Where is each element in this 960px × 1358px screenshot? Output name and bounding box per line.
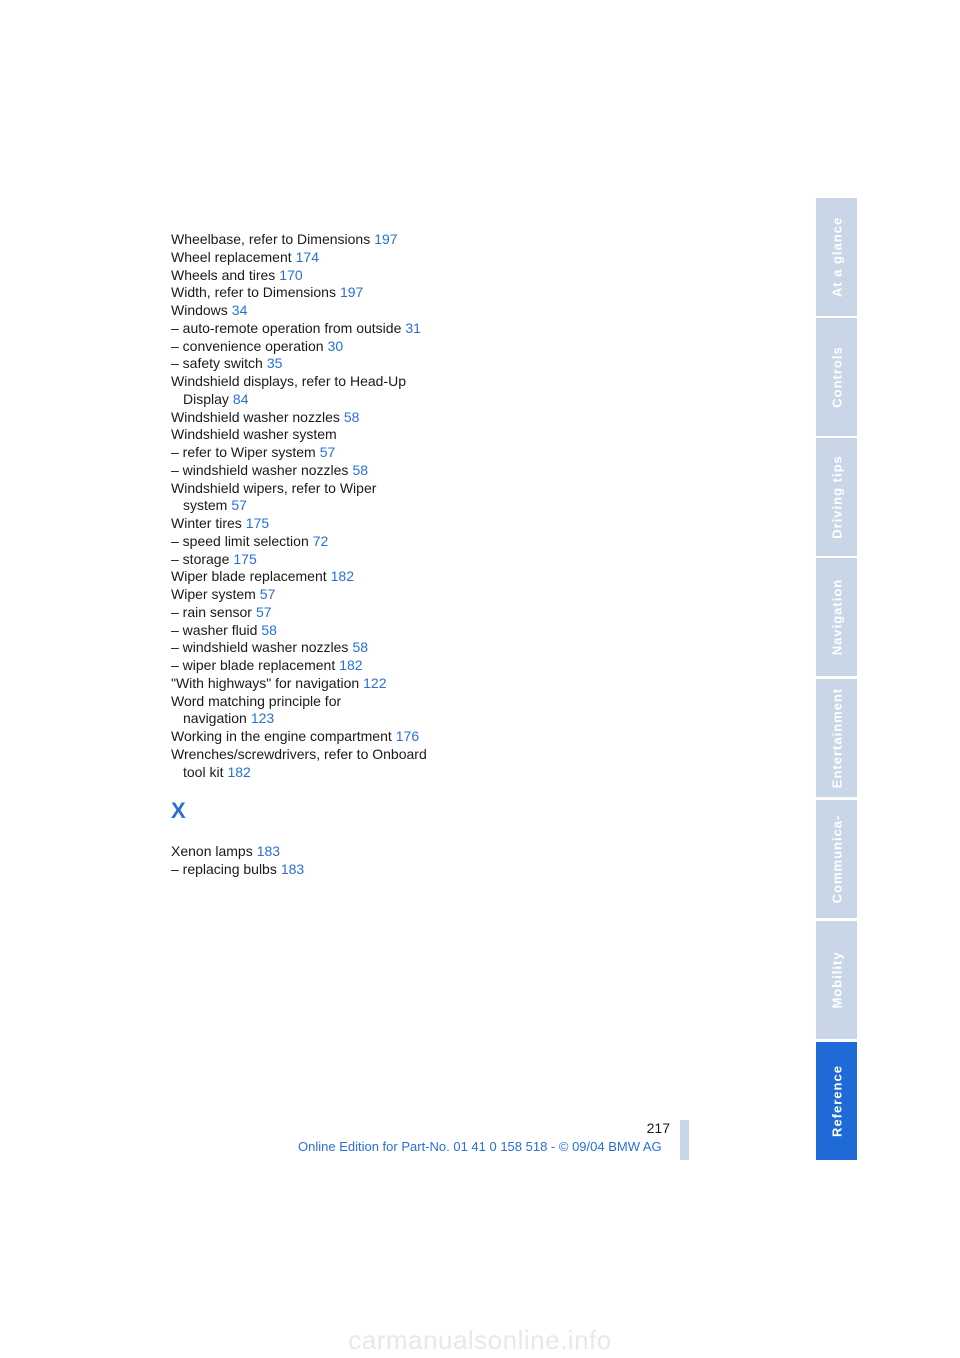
chapter-tabs [816, 198, 857, 1160]
index-entry [171, 231, 431, 249]
index-entry-text: Windshield washer nozzles [171, 408, 340, 425]
index-entry [171, 302, 431, 320]
index-entry [171, 320, 431, 338]
page-ref-link[interactable]: 57 [255, 603, 272, 620]
index-entry [171, 338, 431, 356]
index-entry-text: – washer fluid [171, 621, 258, 638]
index-entry-text: – replacing bulbs [171, 861, 277, 877]
tab-communication[interactable] [816, 800, 857, 918]
footer-text: Online Edition for Part-No. 01 41 0 158 518 - © 09/04 BMW AG [298, 1139, 662, 1154]
index-entry-text: – speed limit selection [171, 532, 309, 549]
index-entry [171, 444, 431, 462]
tab-reference[interactable] [816, 1042, 857, 1160]
index-entry [171, 426, 431, 444]
index-entry-text: Wheelbase, refer to Dimensions [171, 231, 371, 247]
index-column [171, 231, 431, 879]
index-entry-text: "With highways" for navigation [171, 674, 360, 691]
tab-controls[interactable] [816, 318, 857, 436]
page-ref-link[interactable]: 182 [330, 568, 354, 585]
page-ref-link[interactable]: 197 [374, 231, 398, 247]
tab-label: Driving tips [829, 455, 844, 539]
index-entry-text: – wiper blade replacement [171, 657, 336, 673]
page-ref-link[interactable]: 58 [352, 461, 369, 478]
page-ref-link[interactable]: 122 [363, 674, 387, 691]
index-entry [171, 249, 431, 267]
page-ref-link[interactable]: 35 [266, 355, 283, 372]
tab-entertainment[interactable] [816, 679, 857, 797]
index-entry [171, 675, 431, 693]
page-ref-link[interactable]: 84 [232, 390, 249, 407]
page-ref-link[interactable]: 176 [395, 728, 420, 744]
index-entry [171, 728, 431, 746]
tab-label: Communica- [829, 814, 844, 904]
index-entry-text: – convenience operation [171, 337, 324, 354]
page-number: 217 [646, 1120, 670, 1136]
index-entry-text: Wheels and tires [171, 266, 276, 283]
index-entry-text: Working in the engine compartment [171, 728, 392, 744]
index-entry [171, 515, 431, 533]
page-ref-link[interactable]: 175 [245, 515, 270, 531]
index-entry [171, 586, 431, 604]
index-entry-text: Wrenches/screwdrivers, refer to Onboard tool kit [171, 745, 427, 780]
index-entry [171, 480, 431, 516]
index-entry-text: – storage [171, 550, 230, 567]
tab-driving-tips[interactable] [816, 438, 857, 556]
tab-navigation[interactable] [816, 558, 857, 676]
index-entry [171, 861, 431, 879]
index-entry-text: Winter tires [171, 515, 242, 531]
index-entry-text: – rain sensor [171, 603, 252, 620]
page-ref-link[interactable]: 58 [343, 408, 360, 425]
page-ref-link[interactable]: 58 [352, 639, 369, 656]
index-entry-text: – refer to Wiper system [171, 444, 316, 460]
index-entry [171, 462, 431, 480]
page-ref-link[interactable]: 57 [259, 586, 276, 602]
section-letter-heading: X [171, 798, 186, 824]
index-entry-text: Windshield wipers, refer to Wiper system [171, 479, 377, 514]
page-ref-link[interactable]: 182 [339, 657, 363, 673]
page-ref-link[interactable]: 30 [327, 337, 344, 354]
index-entry-text: Windshield washer system [171, 426, 337, 443]
index-entry [171, 657, 431, 675]
index-entry-text: Xenon lamps [171, 843, 253, 860]
page-ref-link[interactable]: 34 [231, 302, 248, 318]
page-ref-link[interactable]: 57 [231, 497, 247, 514]
index-entry-text: Width, refer to Dimensions [171, 284, 336, 301]
index-entry [171, 284, 431, 302]
page-ref-link[interactable]: 123 [250, 710, 275, 727]
page-ref-link[interactable]: 174 [295, 248, 319, 265]
index-entry [171, 533, 431, 551]
tab-label: Reference [829, 1065, 844, 1137]
page-ref-link[interactable]: 72 [312, 532, 329, 549]
index-entry [171, 409, 431, 427]
index-entry-text: Word matching principle for navigation [171, 692, 342, 727]
page-ref-link[interactable]: 57 [319, 444, 336, 460]
index-entry-text: Wiper system [171, 586, 256, 602]
index-entry [171, 373, 431, 409]
index-entry-text: – auto-remote operation from outside [171, 319, 402, 336]
index-entry [171, 746, 431, 782]
page-ref-link[interactable]: 182 [227, 763, 251, 780]
index-entry-text: Windshield displays, refer to Head-Up Display [171, 373, 406, 407]
page-ref-link[interactable]: 31 [405, 319, 421, 336]
tab-label: At a glance [829, 216, 844, 298]
tab-label: Entertainment [829, 687, 844, 789]
watermark: carmanualsonline.info [348, 1325, 612, 1355]
index-entry [171, 568, 431, 586]
index-entry [171, 843, 431, 861]
page-number-bar [680, 1120, 689, 1160]
tab-label: Mobility [829, 951, 844, 1009]
tab-mobility[interactable] [816, 921, 857, 1039]
tab-label: Controls [829, 346, 844, 408]
page-ref-link[interactable]: 183 [280, 861, 305, 877]
index-entry [171, 604, 431, 622]
index-entry-text: – windshield washer nozzles [171, 461, 349, 478]
index-entry [171, 693, 431, 729]
page-ref-link[interactable]: 197 [339, 284, 364, 301]
index-entry-text: Wiper blade replacement [171, 568, 327, 585]
page-ref-link[interactable]: 58 [261, 621, 277, 638]
index-entry [171, 355, 431, 373]
index-entry [171, 551, 431, 569]
page-ref-link[interactable]: 183 [256, 843, 281, 860]
index-entry-text: – windshield washer nozzles [171, 639, 349, 656]
index-entry-text: Wheel replacement [171, 248, 292, 265]
tab-at-a-glance[interactable] [816, 198, 857, 316]
page-ref-link[interactable]: 175 [233, 550, 257, 567]
index-entry [171, 639, 431, 657]
tab-label: Navigation [829, 578, 844, 656]
index-entry-text: – safety switch [171, 355, 263, 372]
index-entry-text: Windows [171, 302, 228, 318]
page-ref-link[interactable]: 170 [279, 266, 303, 283]
index-entry [171, 622, 431, 640]
index-entry [171, 267, 431, 285]
